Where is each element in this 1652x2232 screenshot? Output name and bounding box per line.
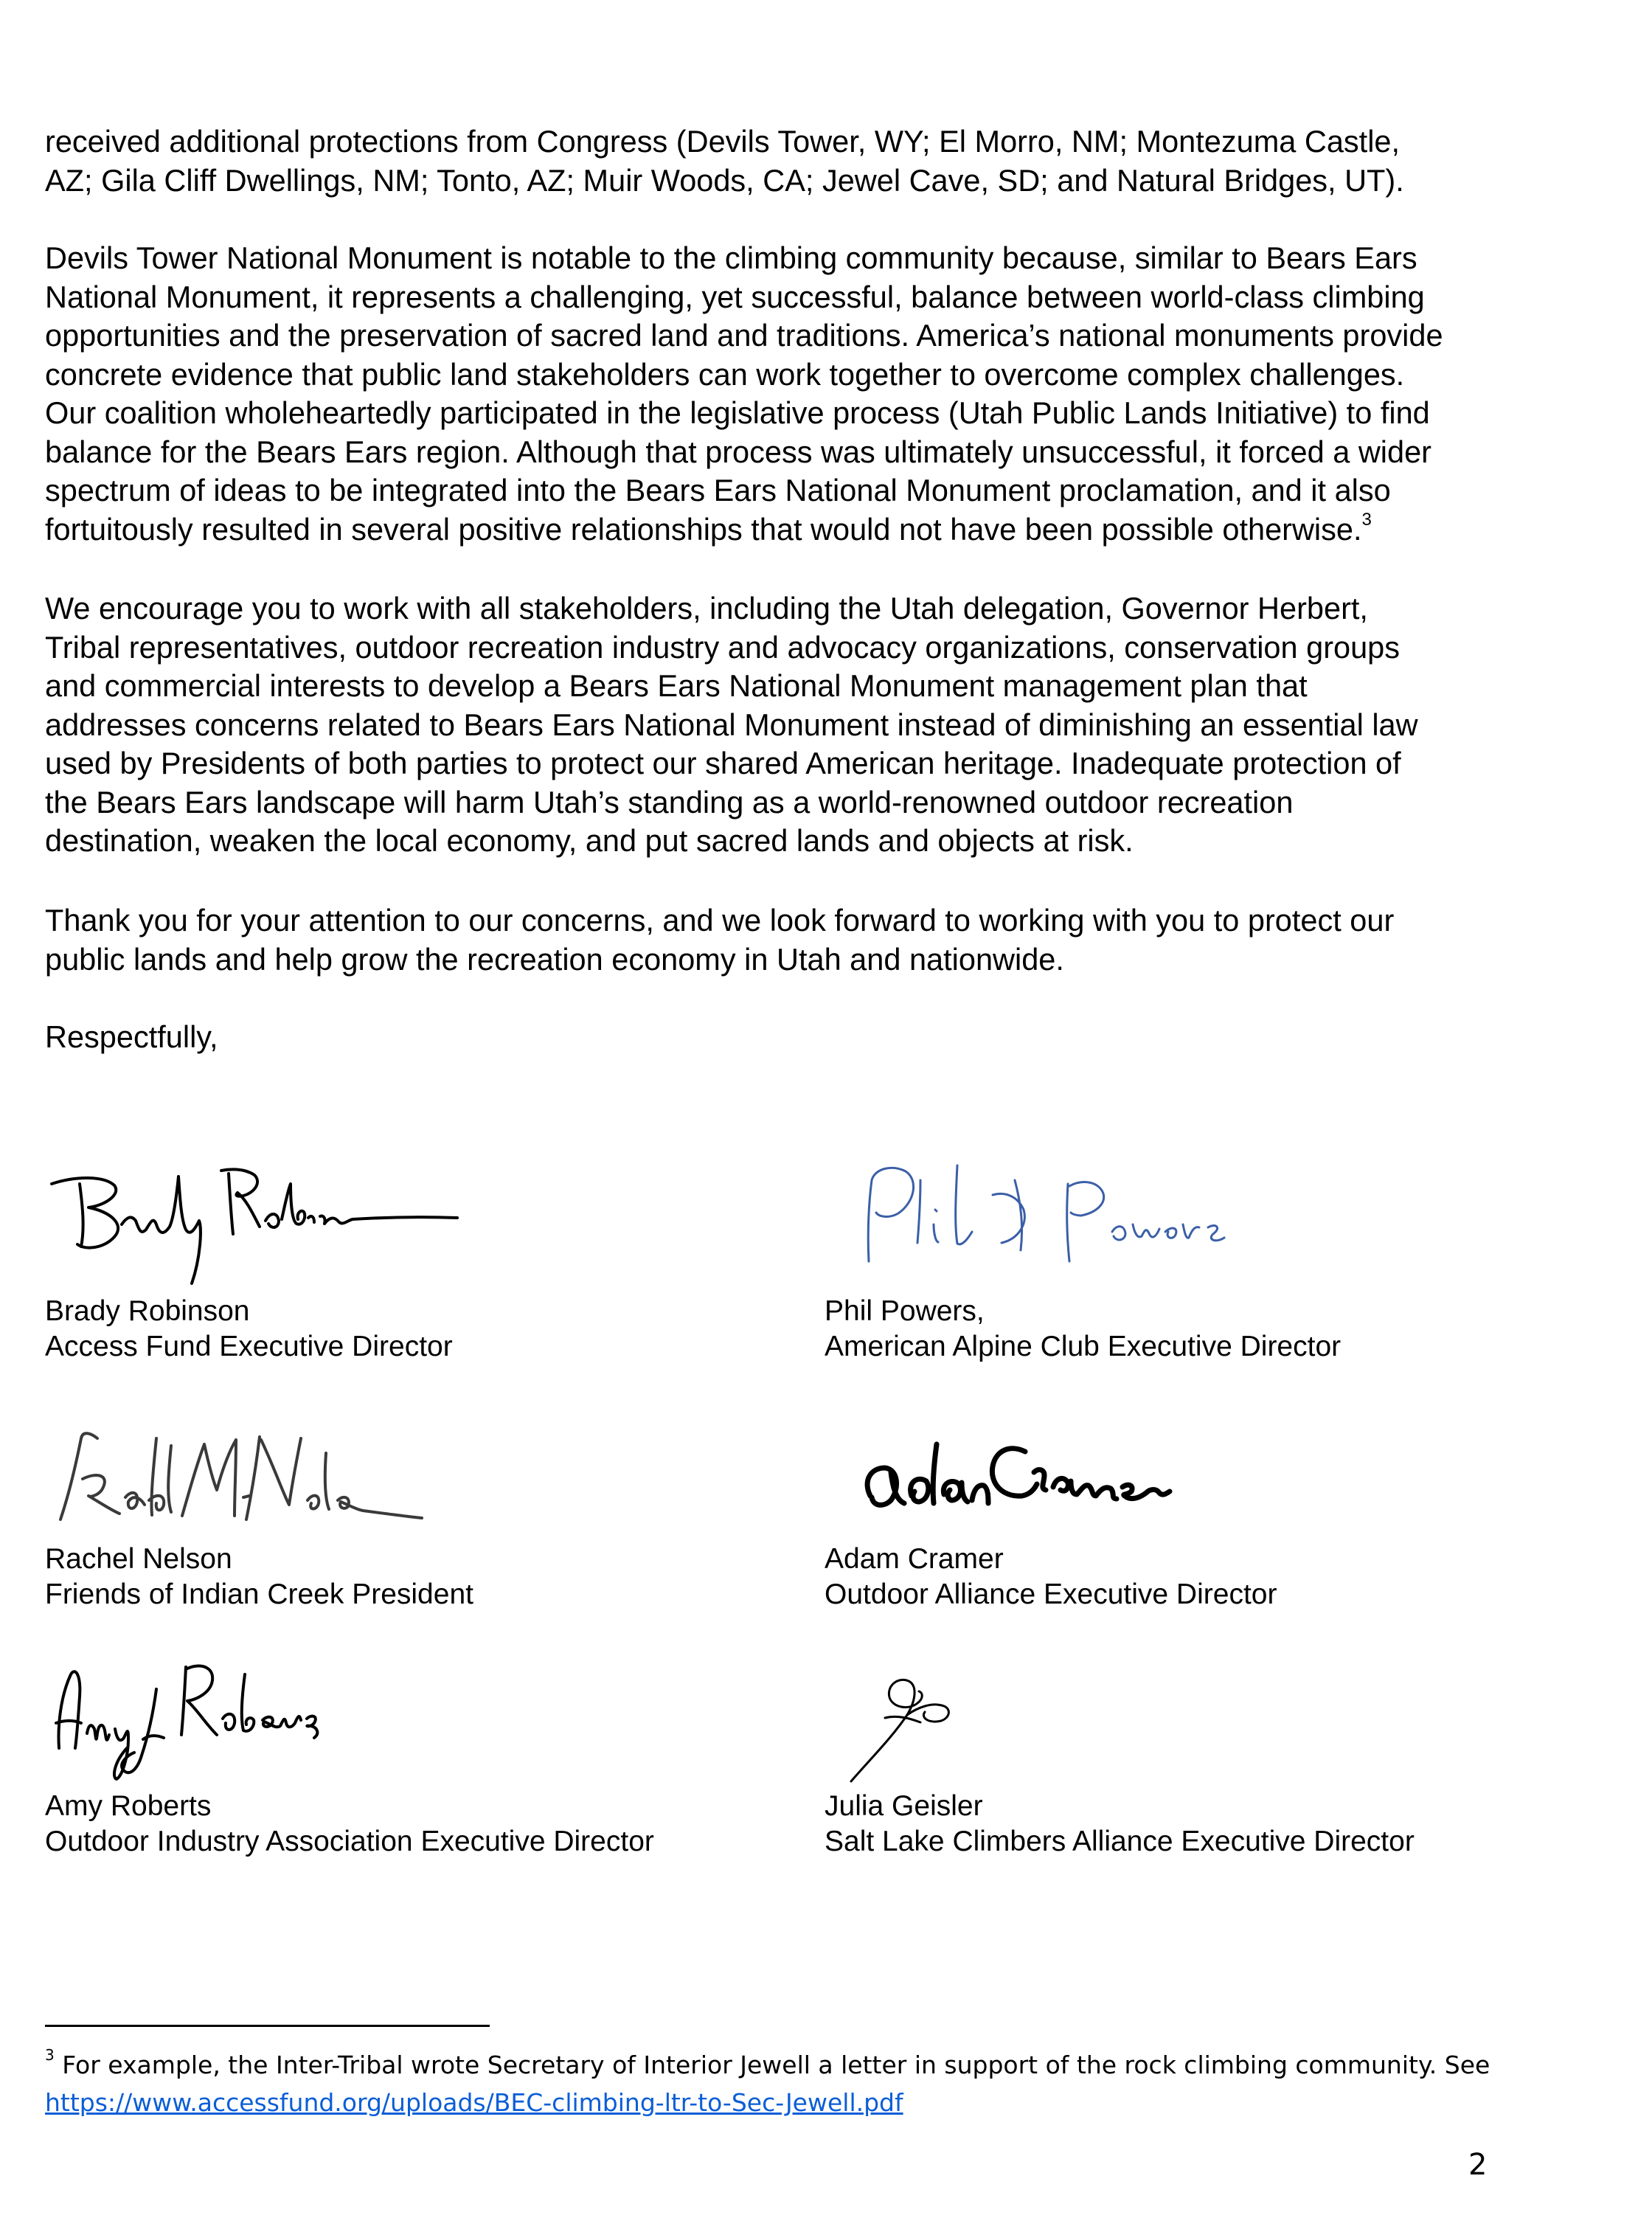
- paragraph-2-line: opportunities and the preservation of sacred land and traditions. America’s national monuments provide: [45, 318, 1443, 353]
- signatory-title: Friends of Indian Creek President: [45, 1578, 473, 1610]
- signatory-title: Salt Lake Climbers Alliance Executive Director: [825, 1826, 1415, 1857]
- signatory-rachel-nelson: [45, 1542, 473, 1612]
- paragraph-1: [45, 122, 1616, 200]
- signatory-amy-roberts: [45, 1789, 654, 1860]
- paragraph-2: [45, 239, 1616, 549]
- paragraph-2-line: spectrum of ideas to be integrated into the Bears Ears National Monument proclamation, and it also: [45, 473, 1391, 507]
- signatory-julia-geisler: [825, 1789, 1415, 1860]
- paragraph-2-last-line: [45, 510, 1616, 550]
- signatory-title: Access Fund Executive Director: [45, 1331, 453, 1362]
- signature-amy-roberts: [46, 1652, 370, 1785]
- paragraph-4-line: Thank you for your attention to our concerns, and we look forward to working with you to protect our: [45, 903, 1395, 937]
- paragraph-1-line: AZ; Gila Cliff Dwellings, NM; Tonto, AZ; Muir Woods, CA; Jewel Cave, SD; and Natural Bridges, UT).: [45, 162, 1404, 198]
- paragraph-4: [45, 901, 1616, 979]
- footnote-text: For example, the Inter-Tribal wrote Secretary of Interior Jewell a letter in support of the rock climbing community. See: [54, 2051, 1490, 2079]
- paragraph-2-line: National Monument, it represents a challenging, yet successful, balance between world-class climbing: [45, 279, 1425, 314]
- paragraph-4-line: public lands and help grow the recreation economy in Utah and nationwide.: [45, 941, 1064, 977]
- signatory-brady-robinson: [45, 1294, 453, 1365]
- footnote-link-line: [45, 2084, 1490, 2121]
- signatory-name: Rachel Nelson: [45, 1543, 232, 1575]
- paragraph-3-line: destination, weaken the local economy, and put sacred lands and objects at risk.: [45, 823, 1134, 858]
- signature-brady-robinson: [44, 1147, 487, 1287]
- paragraph-3-line: and commercial interests to develop a Bears Ears National Monument management plan that: [45, 668, 1308, 703]
- paragraph-2-line: Devils Tower National Monument is notable to the climbing community because, similar to Bears Ears: [45, 240, 1417, 275]
- signatory-name: Julia Geisler: [825, 1790, 983, 1822]
- signatory-adam-cramer: [825, 1542, 1277, 1612]
- signatory-name: Phil Powers,: [825, 1295, 985, 1327]
- paragraph-2-line: balance for the Bears Ears region. Although that process was ultimately unsuccessful, it forced a wider: [45, 434, 1432, 469]
- signature-rachel-nelson: [46, 1424, 429, 1534]
- closing-text: Respectfully,: [45, 1019, 218, 1054]
- footnote: [45, 2046, 1490, 2121]
- paragraph-1-line: received additional protections from Congress (Devils Tower, WY; El Morro, NM; Montezuma Castle,: [45, 124, 1401, 159]
- footnote-reference[interactable]: 3: [1361, 509, 1372, 530]
- signatory-title: Outdoor Industry Association Executive Director: [45, 1826, 654, 1857]
- paragraph-3-line: We encourage you to work with all stakeholders, including the Utah delegation, Governor Herbert,: [45, 591, 1368, 625]
- signatory-name: Adam Cramer: [825, 1543, 1004, 1575]
- signatory-phil-powers: [825, 1294, 1341, 1365]
- paragraph-3-line: used by Presidents of both parties to protect our shared American heritage. Inadequate protection of: [45, 746, 1401, 780]
- paragraph-3-line: addresses concerns related to Bears Ears National Monument instead of diminishing an essential law: [45, 707, 1418, 742]
- closing-salutation: [45, 1018, 1616, 1057]
- page-number: 2: [1468, 2148, 1488, 2182]
- signature-phil-powers: [847, 1151, 1245, 1283]
- signatory-name: Amy Roberts: [45, 1790, 212, 1822]
- paragraph-3-line: the Bears Ears landscape will harm Utah’s standing as a world-renowned outdoor recreation: [45, 784, 1294, 819]
- signatory-name: Brady Robinson: [45, 1295, 250, 1327]
- signature-adam-cramer: [841, 1429, 1210, 1525]
- footnote-link[interactable]: https://www.accessfund.org/uploads/BEC-climbing-ltr-to-Sec-Jewell.pdf: [45, 2088, 903, 2117]
- footnote-separator: [45, 2025, 490, 2027]
- signatory-title: Outdoor Alliance Executive Director: [825, 1578, 1277, 1610]
- paragraph-2-line: concrete evidence that public land stakeholders can work together to overcome complex challenges.: [45, 356, 1405, 392]
- paragraph-3-line: Tribal representatives, outdoor recreation industry and advocacy organizations, conservation groups: [45, 629, 1401, 665]
- signatory-title: American Alpine Club Executive Director: [825, 1331, 1342, 1362]
- paragraph-2-line: Our coalition wholeheartedly participated in the legislative process (Utah Public Lands Initiative) to find: [45, 395, 1430, 430]
- signature-julia-geisler: [841, 1663, 974, 1789]
- footnote-number: 3: [45, 2046, 55, 2064]
- paragraph-3: [45, 589, 1616, 861]
- footnote-text-line: [45, 2046, 1490, 2084]
- paragraph-2-line: fortuitously resulted in several positive relationships that would not have been possible otherwise.: [45, 511, 1362, 547]
